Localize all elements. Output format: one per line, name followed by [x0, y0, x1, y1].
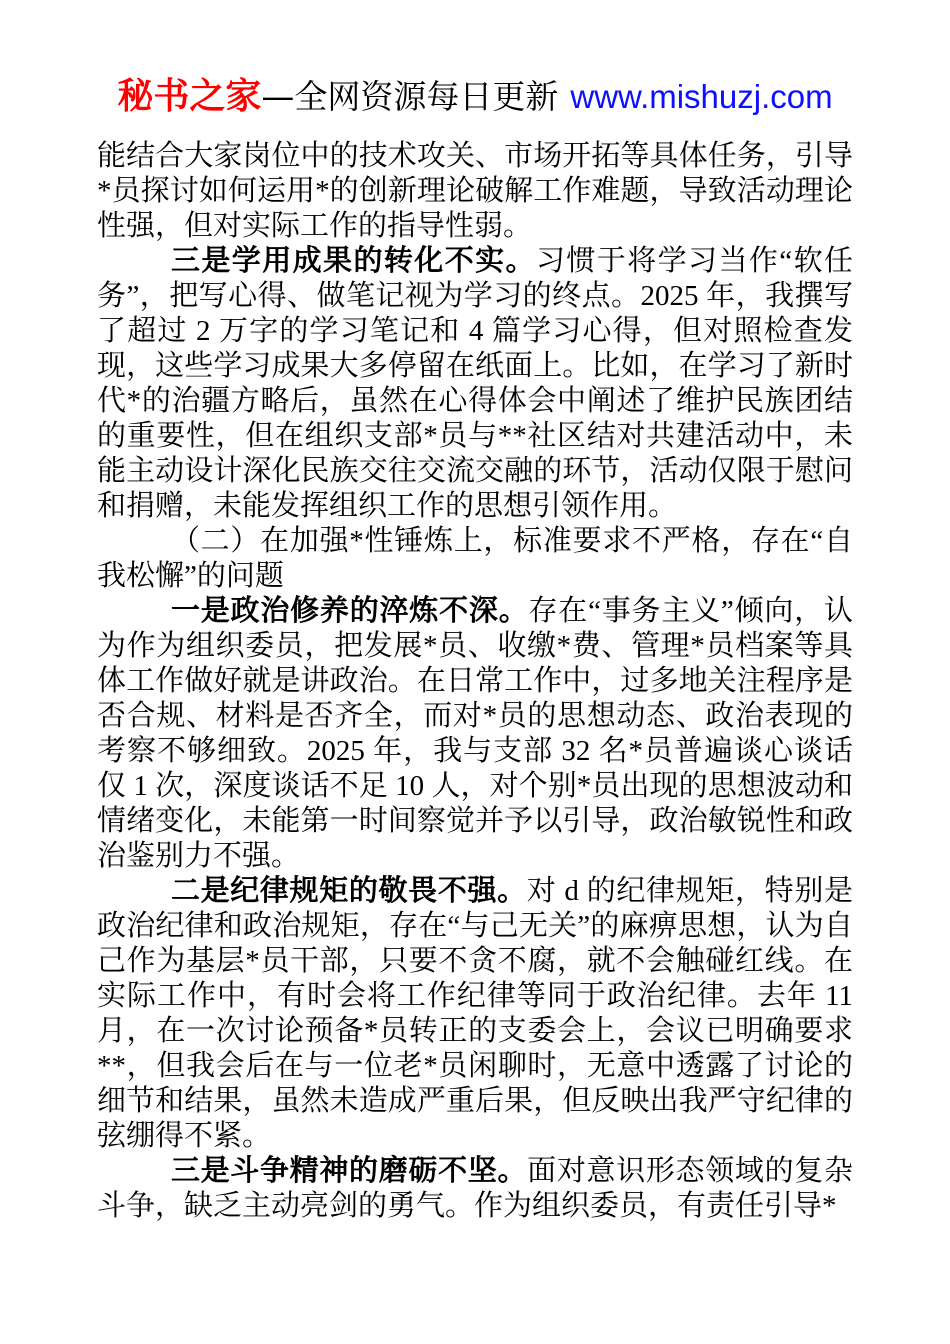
- paragraph-run: 对 d 的纪律规矩，特别是政治纪律和政治规矩，存在“与己无关”的麻痹思想，认为自己作为基层*员干部，只要不贪不腐，就不会触碰红线。在实际工作中，有时会将工作纪律等同于政治纪律。去年 11 月，在一次讨论预备*员转正的支委会上，会议已明确要求**，但我会后在与一位老*员闲聊时，无意中透露了讨论的细节和结果，虽然未造成严重后果，但反映出我严守纪律的弦绷得不紧。: [97, 875, 853, 1152]
- paragraph: [97, 1154, 853, 1224]
- site-name: 秘书之家: [117, 75, 262, 117]
- paragraph: [97, 594, 853, 874]
- paragraph-run: 习惯于将学习当作“软任务”，把写心得、做笔记视为学习的终点。2025 年，我撰写了超过 2 万字的学习笔记和 4 篇学习心得，但对照检查发现，这些学习成果大多停留在纸面上。比如，在学习了新时代*的治疆方略后，虽然在心得体会中阐述了维护民族团结的重要性，但在组织支部*员与**社区结对共建活动中，未能主动设计深化民族交往交流交融的环节，活动仅限于慰问和捐赠，未能发挥组织工作的思想引领作用。: [97, 245, 853, 522]
- site-watermark-header: [0, 0, 950, 119]
- paragraph: [97, 244, 853, 524]
- site-tagline: 全网资源每日更新: [294, 77, 559, 116]
- header-separator: —: [261, 77, 295, 116]
- paragraph-run: （二）在加强*性锤炼上，标准要求不严格，存在“自我松懈”的问题: [97, 525, 853, 592]
- paragraph-run: 能结合大家岗位中的技术攻关、市场开拓等具体任务，引导*员探讨如何运用*的创新理论破解工作难题，导致活动理论性强，但对实际工作的指导性弱。: [97, 140, 853, 242]
- paragraph-run: 存在“事务主义”倾向，认为作为组织委员，把发展*员、收缴*费、管理*员档案等具体工作做好就是讲政治。在日常工作中，过多地关注程序是否合规、材料是否齐全，而对*员的思想动态、政治表现的考察不够细致。2025 年，我与支部 32 名*员普遍谈心谈话仅 1 次，深度谈话不足 10 人，对个别*员出现的思想波动和情绪变化，未能第一时间察觉并予以引导，政治敏锐性和政治鉴别力不强。: [97, 595, 853, 872]
- paragraph: [97, 524, 853, 594]
- paragraph: [97, 139, 853, 244]
- document-body: [97, 139, 853, 1224]
- paragraph-lead-bold: 一是政治修养的淬炼不深。: [170, 595, 529, 627]
- paragraph-lead-bold: 三是学用成果的转化不实。: [170, 245, 536, 277]
- paragraph-run: 面对意识形态领域的复杂斗争，缺乏主动亮剑的勇气。作为组织委员，有责任引导*: [97, 1155, 853, 1222]
- paragraph-lead-bold: 三是斗争精神的磨砺不坚。: [170, 1155, 528, 1187]
- paragraph-lead-bold: 二是纪律规矩的敬畏不强。: [170, 875, 527, 907]
- paragraph: [97, 874, 853, 1154]
- site-url-link[interactable]: www.mishuzj.com: [570, 78, 833, 115]
